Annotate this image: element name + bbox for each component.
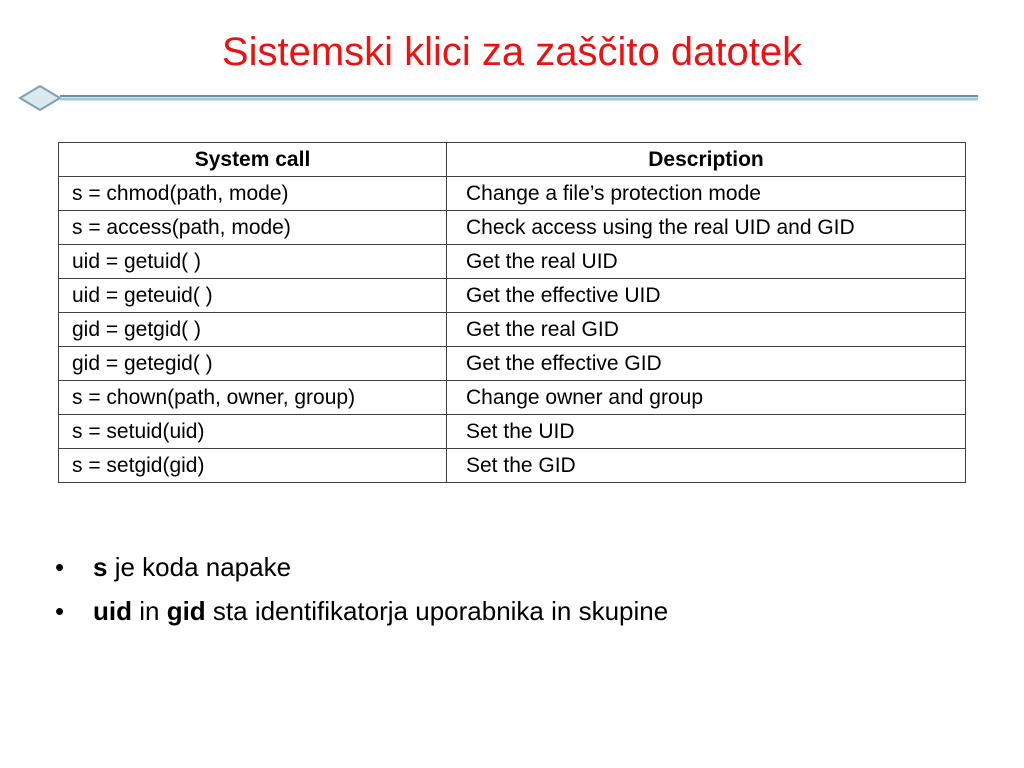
description-cell: Get the effective GID [447, 347, 966, 381]
bullet-item-error-code [55, 545, 995, 589]
diamond-ornament [20, 86, 60, 110]
table-row [59, 279, 966, 313]
system-call-cell: s = chown(path, owner, group) [59, 381, 447, 415]
table-row [59, 245, 966, 279]
bullet-marker: • [55, 596, 65, 626]
title-divider [16, 82, 980, 114]
table-row [59, 415, 966, 449]
description-cell: Set the GID [447, 449, 966, 483]
header-description: Description [447, 143, 966, 177]
system-call-cell: uid = geteuid( ) [59, 279, 447, 313]
system-call-cell: s = setgid(gid) [59, 449, 447, 483]
bullet-item-identifiers [55, 589, 995, 633]
table-row [59, 381, 966, 415]
table-row [59, 211, 966, 245]
description-cell: Set the UID [447, 415, 966, 449]
system-call-cell: s = access(path, mode) [59, 211, 447, 245]
table-row [59, 347, 966, 381]
system-call-cell: uid = getuid( ) [59, 245, 447, 279]
system-call-cell: s = setuid(uid) [59, 415, 447, 449]
description-cell: Change a file’s protection mode [447, 177, 966, 211]
system-call-cell: gid = getegid( ) [59, 347, 447, 381]
bullet-bold-term: gid [166, 596, 206, 626]
bullet-marker: • [55, 552, 65, 582]
system-call-cell: gid = getgid( ) [59, 313, 447, 347]
table-row [59, 177, 966, 211]
system-call-table [58, 142, 966, 483]
slide-title: Sistemski klici za zaščito datotek [221, 30, 803, 74]
bullet-bold-term: uid [93, 596, 132, 626]
table-row [59, 313, 966, 347]
bullet-text: je koda napake [107, 552, 292, 582]
description-cell: Get the effective UID [447, 279, 966, 313]
bullet-text: sta identifikatorja uporabnika in skupine [205, 596, 669, 626]
table-row [59, 449, 966, 483]
table-header-row [59, 143, 966, 177]
bullet-list [55, 545, 995, 633]
description-cell: Get the real GID [447, 313, 966, 347]
description-cell: Check access using the real UID and GID [447, 211, 966, 245]
header-system-call: System call [59, 143, 447, 177]
bullet-text: in [132, 596, 167, 626]
bullet-bold-term: s [93, 552, 108, 582]
description-cell: Change owner and group [447, 381, 966, 415]
system-call-cell: s = chmod(path, mode) [59, 177, 447, 211]
description-cell: Get the real UID [447, 245, 966, 279]
